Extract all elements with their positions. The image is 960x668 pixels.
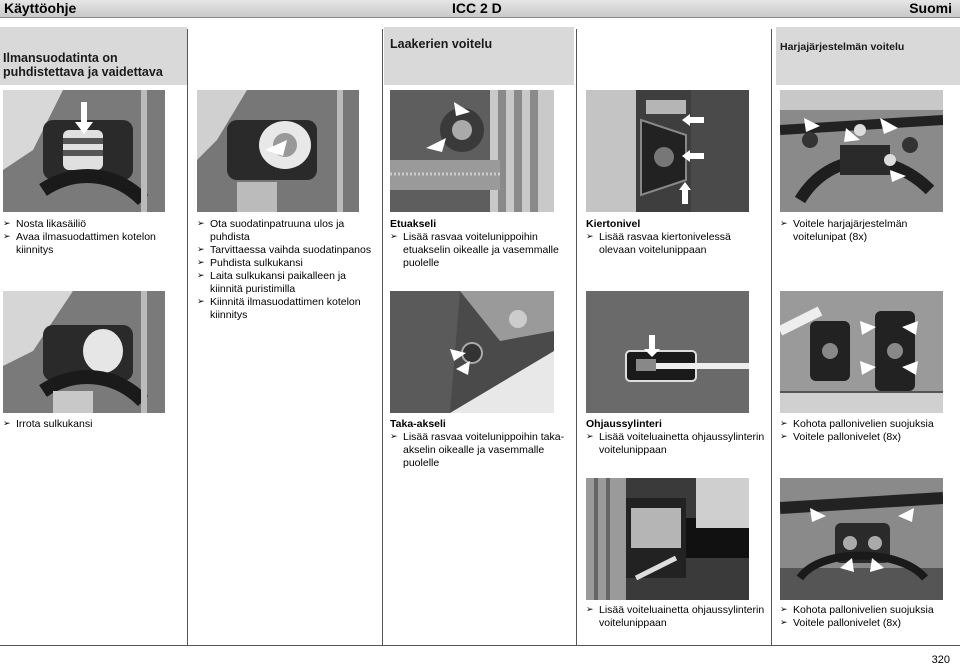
column-title: Laakerien voitelu [390, 37, 493, 51]
header-language: Suomi [909, 0, 952, 16]
step-item: ➢ Ota suodatinpatruuna ulos ja puhdista [197, 218, 377, 244]
photo-air-filter-housing [3, 90, 165, 212]
step-heading: Ohjaussylinteri [586, 418, 662, 430]
step-item: ➢ Voitele harjajärjestelmän voitelunipat (8x) [780, 218, 956, 244]
photo-remove-cover [3, 291, 165, 413]
step-item: ➢ Avaa ilmasuodattimen kotelon kiinnitys [3, 231, 183, 257]
photo-steering-cylinder-second [586, 478, 749, 600]
column-heading-air-filter [0, 27, 187, 85]
step-item: ➢ Lisää rasvaa voitelunippoihin etuakselin oikealle ja vasemmalle puolelle [390, 231, 570, 270]
step-item: ➢ Irrota sulkukansi [3, 418, 183, 431]
column-heading-brush [776, 27, 960, 85]
photo-ball-joints [780, 291, 943, 413]
column-title: Ilmansuodatinta on puhdistettava ja vaidettava [3, 51, 163, 79]
step-block-ball-joints [780, 418, 956, 444]
column-divider [187, 29, 188, 645]
column-divider [771, 29, 772, 645]
step-heading: Etuakseli [390, 218, 437, 230]
step-block-steering-cylinder [586, 418, 766, 457]
step-item: ➢ Lisää rasvaa voitelunippoihin taka-akselin oikealle ja vasemmalle puolelle [390, 431, 570, 470]
photo-brush-system [780, 90, 943, 212]
step-item: ➢ Lisää voiteluainetta ohjaussylinterin voitelunippaan [586, 604, 766, 630]
step-block-brush-nipples [780, 218, 956, 244]
step-block-clean-filter [197, 218, 377, 322]
step-block-ball-joints-second [780, 604, 956, 630]
step-item: ➢ Tarvittaessa vaihda suodatinpanos [197, 244, 377, 257]
step-item: ➢ Lisää rasvaa kiertonivelessä olevaan voitelunippaan [586, 231, 766, 257]
step-item: ➢ Kohota pallonivelien suojuksia [780, 418, 956, 431]
step-item: ➢ Kiinnitä ilmasuodattimen kotelon kiinnitys [197, 296, 377, 322]
column-title: Harjajärjestelmän voitelu [780, 41, 905, 53]
photo-filter-cartridge [197, 90, 359, 212]
step-item: ➢ Lisää voiteluainetta ohjaussylinterin voitelunippaan [586, 431, 766, 457]
photo-rear-axle [390, 291, 554, 413]
step-heading: Taka-akseli [390, 418, 446, 430]
step-block-open-housing [3, 218, 183, 257]
photo-articulated-joint [586, 90, 749, 212]
header-model: ICC 2 D [452, 0, 502, 16]
step-heading: Kiertonivel [586, 218, 641, 230]
photo-front-axle [390, 90, 554, 212]
step-item: ➢ Voitele pallonivelet (8x) [780, 431, 956, 444]
step-item: ➢ Kohota pallonivelien suojuksia [780, 604, 956, 617]
step-item: ➢ Puhdista sulkukansi [197, 257, 377, 270]
step-item: ➢ Nosta likasäiliö [3, 218, 183, 231]
step-block-rear-axle [390, 418, 570, 470]
step-block-articulated-joint [586, 218, 766, 257]
step-item: ➢ Voitele pallonivelet (8x) [780, 617, 956, 630]
step-block-front-axle [390, 218, 570, 270]
footer-divider [0, 645, 960, 646]
column-divider [576, 29, 577, 645]
header-title: Käyttöohje [4, 0, 77, 16]
photo-ball-joints-second [780, 478, 943, 600]
page-header [0, 0, 960, 18]
photo-steering-cylinder [586, 291, 749, 413]
step-block-remove-cover [3, 418, 183, 431]
column-heading-bearings [384, 27, 574, 85]
step-block-steering-cylinder-second [586, 604, 766, 630]
step-item: ➢ Laita sulkukansi paikalleen ja kiinnitä puristimilla [197, 270, 377, 296]
page-number: 320 [931, 654, 950, 666]
column-divider [382, 29, 383, 645]
